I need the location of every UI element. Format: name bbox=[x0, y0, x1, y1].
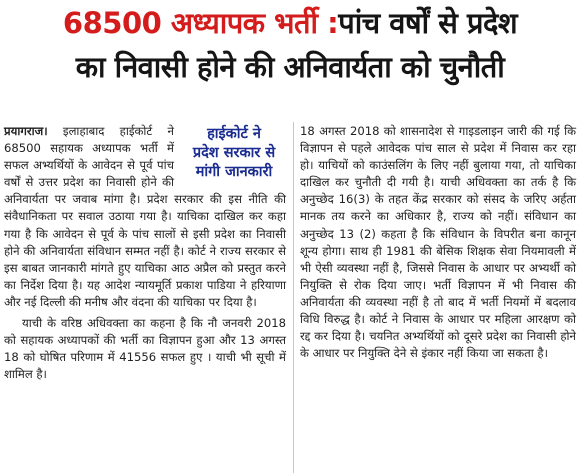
subhead-line-3: मांगी जानकारी bbox=[195, 164, 273, 180]
article-column-left bbox=[4, 123, 286, 383]
article-paragraph-2-continued: 18 अगस्त 2018 को शासनादेश से गाइडलाइन जारी की गई कि विज्ञापन से पहले आवेदक पांच साल से प्रदेश में निवास कर रहा हो। याचियों को काउंसलिंग के लिए नहीं बुलाया गया, तो याचिका दाखिल कर चुनौती दी गयी है। याची अधिवक्ता का तर्क है कि अनुच्छेद 16(3) के तहत केंद्र सरकार को संसद के जरिए अर्हता मानक तय करने का अधिकार है, राज्य को नहीं। संविधान का अनुच्छेद 13 (2) कहता है कि संविधान के विपरीत बना कानून शून्य होगा। साथ ही 1981 की बेसिक शिक्षक सेवा नियमावली में भी ऐसी व्यवस्था नहीं है, जिससे निवास के आधार पर अभ्यर्थी को नियुक्ति से रोक दिया जाए। भर्ती विज्ञापन में भी निवास की अनिवार्यता की व्यवस्था नहीं है तो बाद में भर्ती नियमों में बदलाव विधि विरुद्ध है। कोर्ट ने निवास के आधार पर महिला आरक्षण को रद्द कर दिया है। चयनित अभ्यर्थियों को दूसरे प्रदेश का निवासी होने के आधार पर नियुक्ति देने से इंकार नहीं किया जा सकता है। bbox=[300, 124, 576, 361]
article-column-right bbox=[300, 123, 576, 362]
column-divider bbox=[293, 122, 294, 473]
subhead-line-2: प्रदेश सरकार से bbox=[192, 145, 276, 161]
paragraph-1-text: इलाहाबाद हाईकोर्ट ने 68500 सहायक अध्यापक भर्ती में सफल अभ्यर्थियों के आवेदन से पूर्व पांच वर्षों से उत्तर प्रदेश का निवासी होने की अनिवार्यता पर जवाब मांगा है। प्रदेश सरकार की इस नीति की संवैधानिकता पर सवाल उठाया गया है। याचिका दाखिल कर कहा गया है कि आवेदन से पूर्व के पांच सालों से इसी प्रदेश का निवासी होने की अनिवार्यता संविधान सम्मत नहीं है। कोर्ट ने राज्य सरकार से इस बाबत जानकारी मांगते हुए याचिका आठ अप्रैल को प्रस्तुत करने का निर्देश दिया है। यह आदेश न्यायमूर्ति प्रकाश पाडिया ने हरियाणा और नई दिल्ली की मनीष और वंदना की याचिका पर दिया है। bbox=[4, 124, 286, 309]
subhead-line-1: हाईकोर्ट ने bbox=[207, 126, 261, 142]
article-paragraph-1 bbox=[4, 123, 286, 311]
subheadline-pullquote bbox=[182, 125, 286, 182]
headline-highlight: 68500 अध्यापक भर्ती : bbox=[62, 6, 339, 40]
article-paragraph-2: याची के वरिष्ठ अधिवक्ता का कहना है कि नौ जनवरी 2018 को सहायक अध्यापकों की भर्ती का विज्ञापन हुआ और 13 अगस्त 18 को घोषित परिणाम में 41556 सफल हुए । याची भी सूची में शामिल है। bbox=[4, 316, 286, 382]
dateline: प्रयागराज। bbox=[4, 124, 48, 138]
headline bbox=[0, 0, 580, 89]
headline-line-2: का निवासी होने की अनिवार्यता को चुनौती bbox=[75, 50, 505, 84]
headline-line-1 bbox=[0, 1, 580, 45]
headline-line-1-rest: पांच वर्षों से प्रदेश bbox=[338, 6, 518, 40]
